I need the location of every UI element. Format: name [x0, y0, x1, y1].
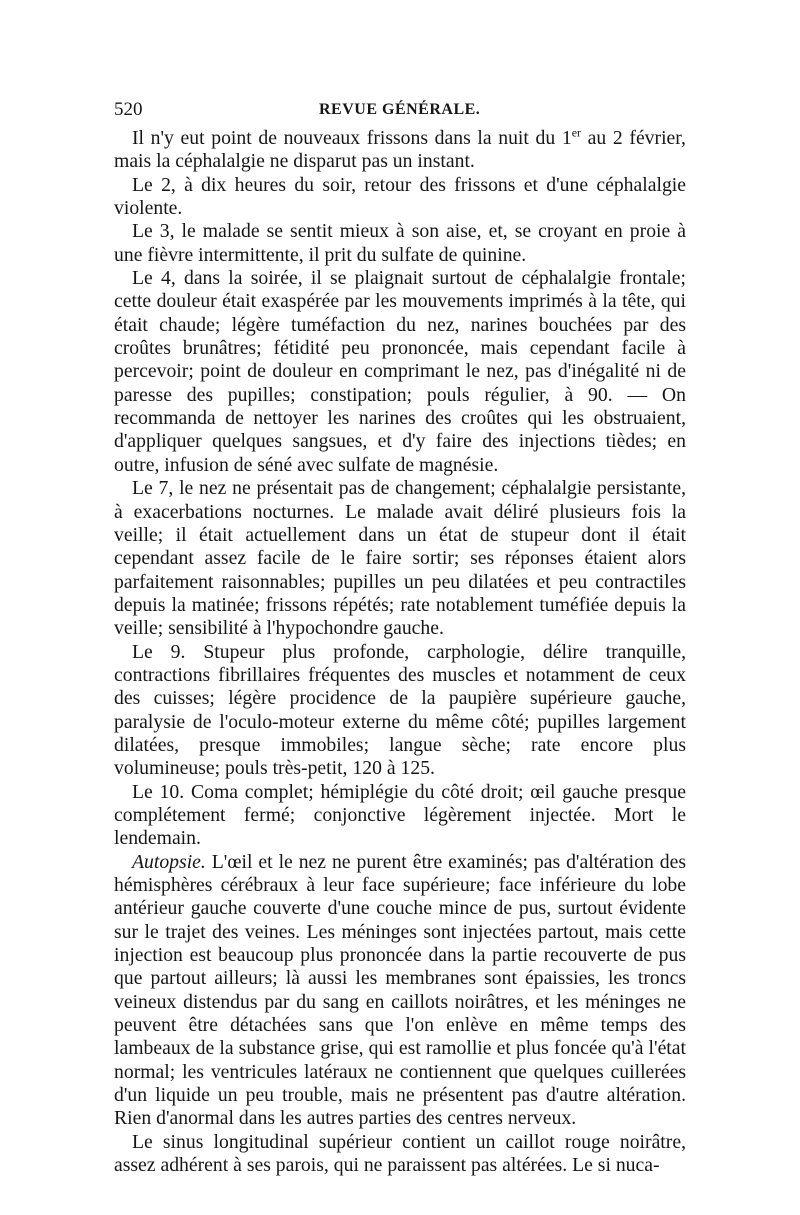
autopsy-lead: Autopsie. [132, 850, 206, 873]
paragraph-day-2: Le 2, à dix heures du soir, retour des frissons et d'une céphalalgie violente. [114, 173, 686, 220]
ordinal-suffix: er [571, 125, 582, 140]
paragraph-day-3: Le 3, le malade se sentit mieux à son aise, et, se croyant en proie à une fièvre intermittente, il prit du sulfate de quinine. [114, 220, 686, 266]
paragraph-day-9: Le 9. Stupeur plus profonde, carphologie, délire tranquille, contractions fibrillaires fréquentes des muscles et notamment de ceux des cuisses; légère procidence de la paupière supérieure gauche, paralysie de l'oculo-moteur externe du même côté; pupilles largement dilatées, presque immobiles; langue sèche; rate encore plus volumineuse; pouls très-petit, 120 à 125. [114, 640, 686, 780]
paragraph-day-10: Le 10. Coma complet; hémiplégie du côté droit; œil gauche presque complétement fermé; conjonctive légèrement injectée. Mort le lendemain. [114, 780, 686, 850]
paragraph-sinus: Le sinus longitudinal supérieur contient un caillot rouge noirâtre, assez adhérent à ses parois, qui ne paraissent pas altérées. Le si nuca- [114, 1130, 686, 1177]
running-header [114, 96, 686, 124]
autopsy-text: L'œil et le nez ne purent être examinés; pas d'altération des hémisphères cérébraux à leur face supérieure; face inférieure du lobe antérieur gauche couverte d'une couche mince de pus, surtout évidente sur le trajet des veines. Les méninges sont injectées partout, mais cette injection est beaucoup plus prononcée dans la partie recouverte de pus que partout ailleurs; là aussi les membranes sont épaissies, les troncs veineux distendus par du sang en caillots noirâtres, et les méninges ne peuvent être détachées sans que l'on enlève en même temps des lambeaux de la substance grise, qui est ramollie et plus foncée qu'à l'état normal; les ventricules latéraux ne contiennent que quelques cuillerées d'un liquide un peu trouble, mais ne présentent pas d'autre altération. Rien d'anormal dans les autres parties des centres nerveux. [114, 850, 686, 1130]
document-page [114, 96, 686, 1177]
body-text [114, 127, 686, 1177]
paragraph-autopsy [114, 851, 686, 1131]
page-number: 520 [114, 99, 143, 120]
journal-title: REVUE GÉNÉRALE. [319, 101, 481, 118]
paragraph-day-7: Le 7, le nez ne présentait pas de changement; céphalalgie persistante, à exacerbations nocturnes. Le malade avait déliré plusieurs fois la veille; il était actuellement dans un état de stupeur dont il était cependant assez facile de le faire sortir; ses réponses étaient alors parfaitement raisonnables; pupilles un peu dilatées et peu contractiles depuis la matinée; frissons répétés; rate notablement tuméfiée depuis la veille; sensibilité à l'hypochondre gauche. [114, 477, 686, 640]
paragraph-night-of-first: Il n'y eut point de nouveaux frissons dans la nuit du 1er au 2 février, mais la céphalalgie ne disparut pas un instant. [114, 125, 686, 173]
paragraph-day-4: Le 4, dans la soirée, il se plaignait surtout de céphalalgie frontale; cette douleur était exaspérée par les mouvements imprimés à la tête, qui était chaude; légère tuméfaction du nez, narines bouchées par des croûtes brunâtres; fétidité peu prononcée, mais cependant facile à percevoir; point de douleur en comprimant le nez, pas d'inégalité ni de paresse des pupilles; constipation; pouls régulier, à 90. — On recommanda de nettoyer les narines des croûtes qui les obstruaient, d'appliquer quelques sangsues, et d'y faire des injections tièdes; en outre, infusion de séné avec sulfate de magnésie. [114, 267, 686, 476]
